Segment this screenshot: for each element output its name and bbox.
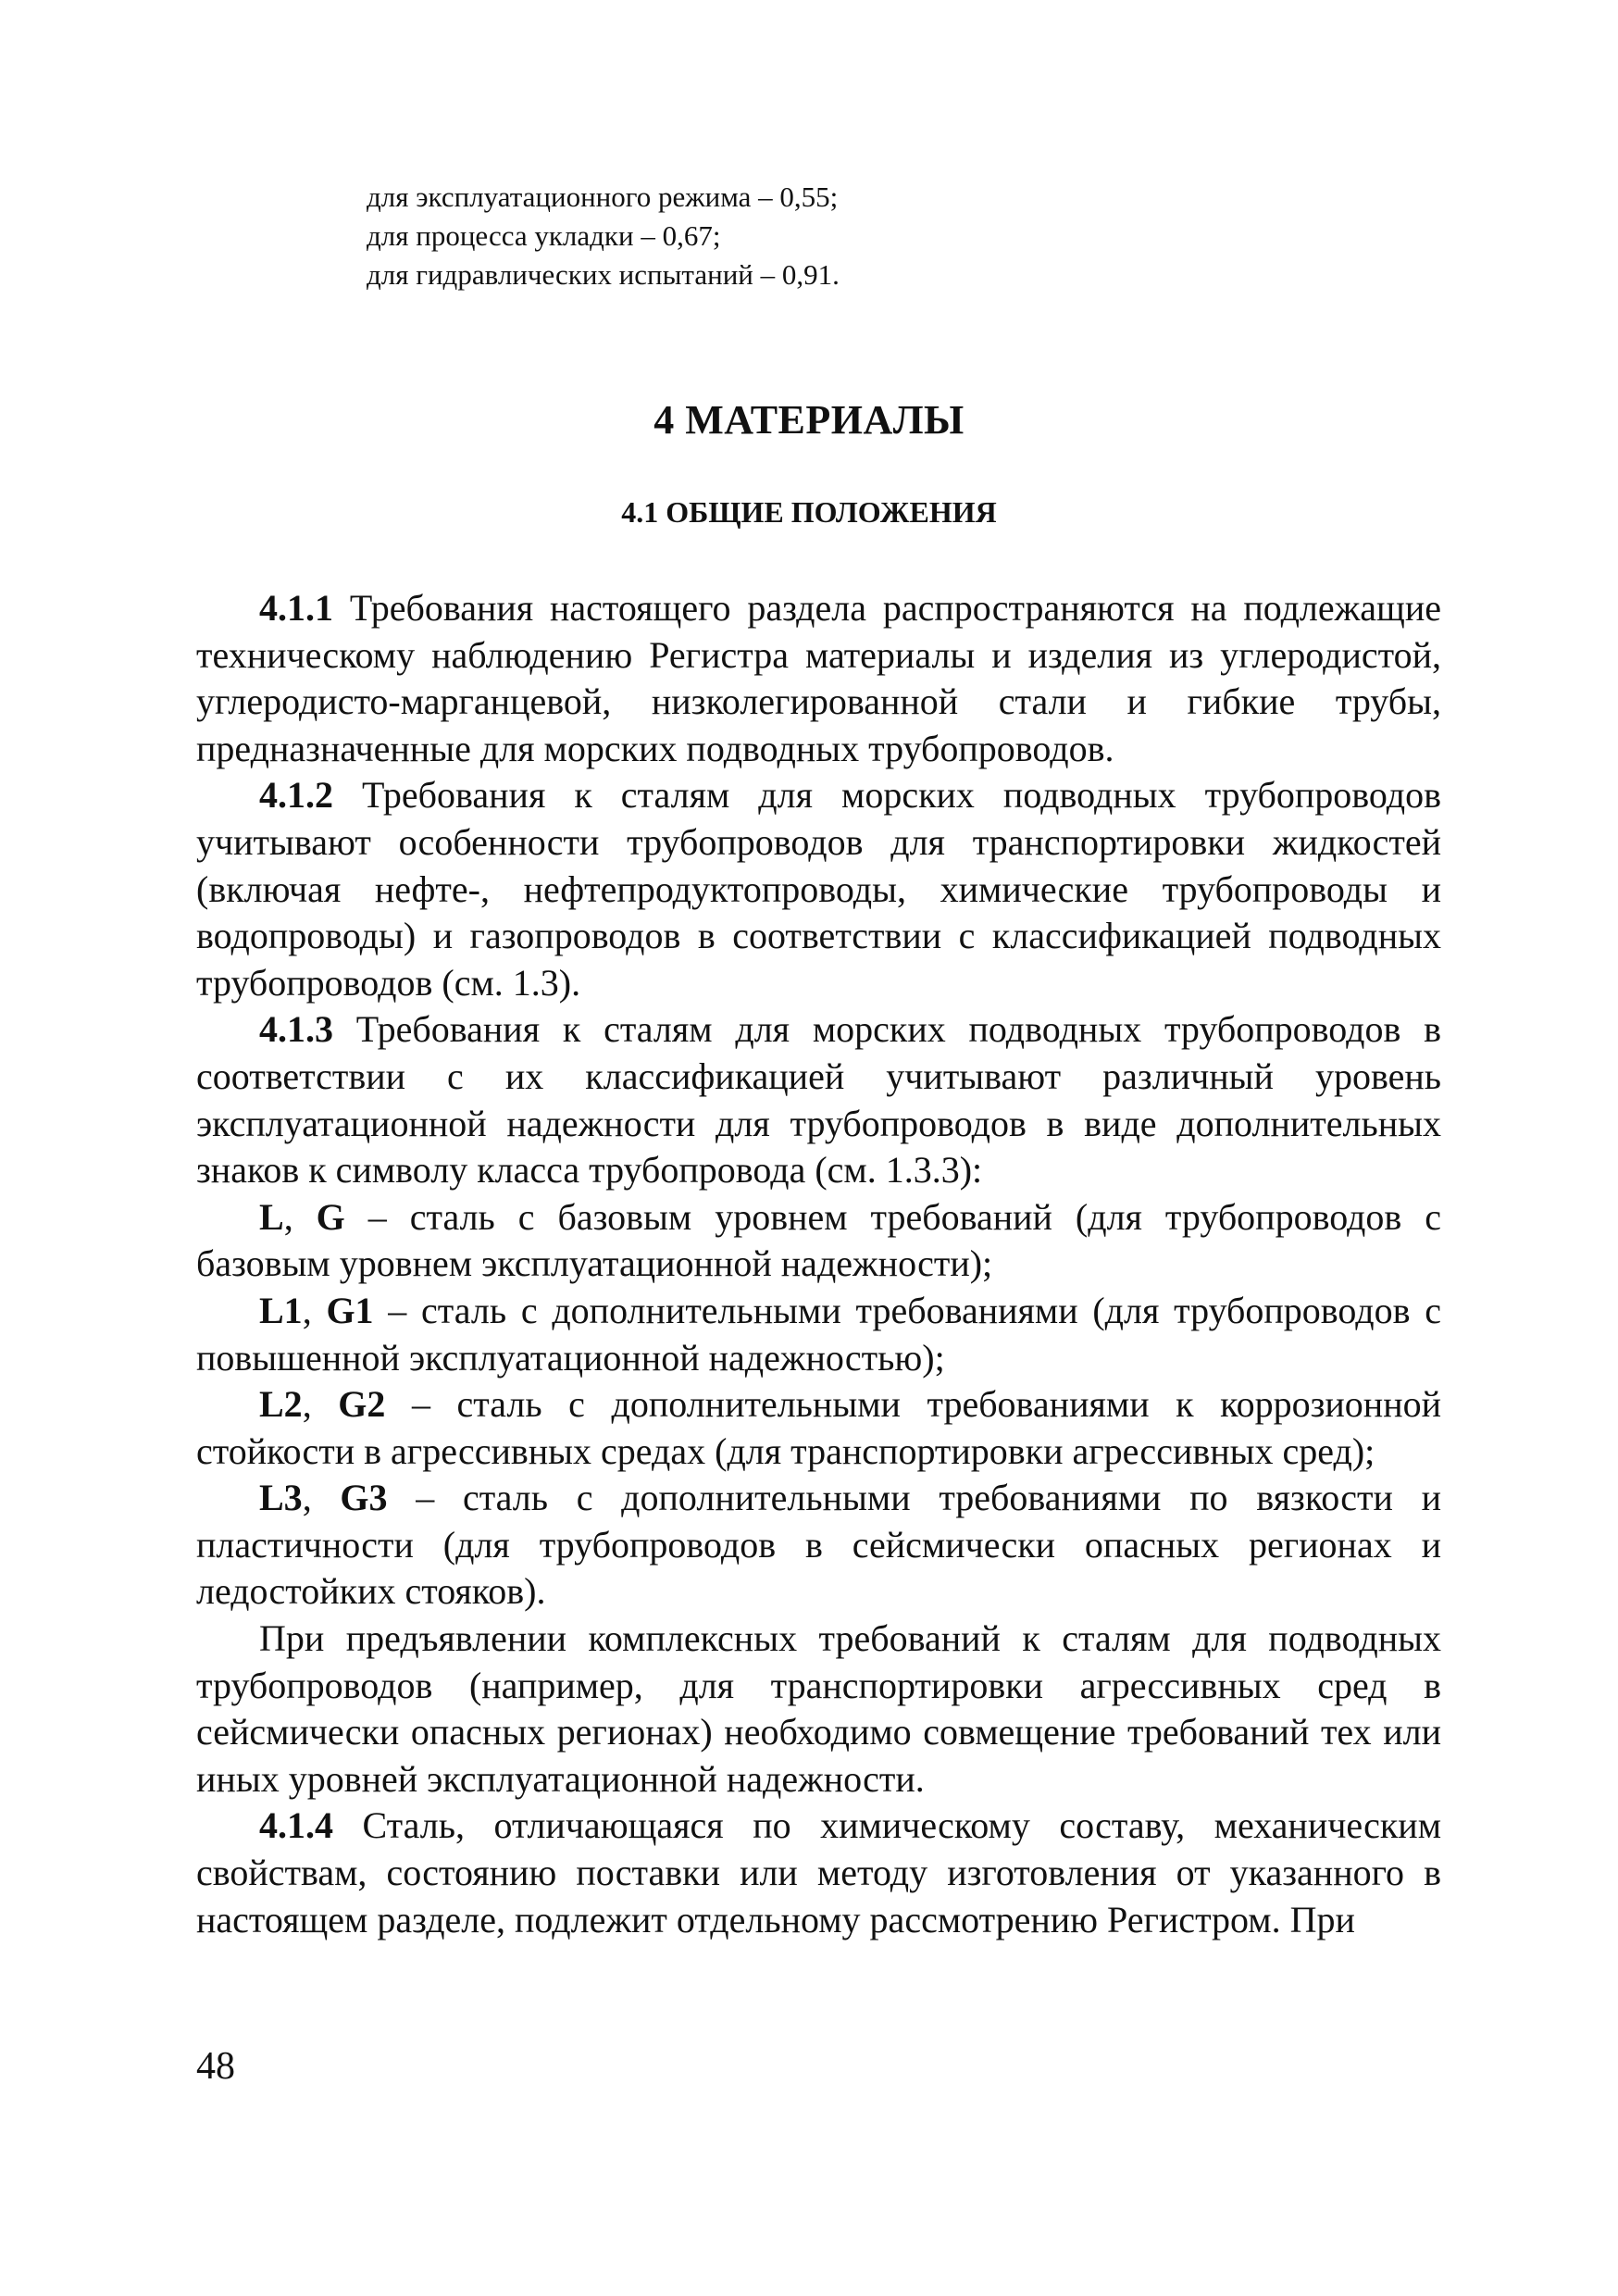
paragraph-text: – сталь с дополнительными требованиями по вязкости и пластичности (для трубопроводов в сейсмически опасных регионах и ледостойких стояков). <box>196 1477 1441 1613</box>
paragraph-text: При предъявлении комплексных требований к сталям для подводных трубопроводов (например, для транспортировки агрессивных сред в сейсмически опасных регионах) необходимо совмещение требований тех или иных уровней эксплуатационной надежности. <box>196 1617 1441 1800</box>
paragraph-text: Сталь, отличающаяся по химическому составу, механическим свойствам, состоянию поставки или методу изготовления от указанного в настоящем разделе, подлежит отдельному рассмотрению Регистром. При <box>196 1804 1441 1940</box>
separator: , <box>283 1195 317 1238</box>
paragraph-class-l1-g1 <box>196 1288 1441 1381</box>
paragraph-4-1-3 <box>196 1006 1441 1193</box>
factor-list-item: для гидравлических испытаний – 0,91. <box>367 258 840 291</box>
separator: , <box>302 1477 341 1519</box>
paragraph-text: – сталь с базовым уровнем требований (для трубопроводов с базовым уровнем эксплуатационной надежности); <box>196 1195 1442 1285</box>
clause-number: 4.1.4 <box>259 1804 333 1847</box>
factor-list-item: для эксплуатационного режима – 0,55; <box>367 181 839 213</box>
factor-list-item: для процесса укладки – 0,67; <box>367 219 721 252</box>
page-number: 48 <box>196 2045 235 2088</box>
paragraph-text: – сталь с дополнительными требованиями (для трубопроводов с повышенной эксплуатационной надежностью); <box>196 1289 1442 1379</box>
paragraph-text: Требования настоящего раздела распространяются на подлежащие техническому наблюдению Регистра материалы и изделия из углеродистой, углеродисто-марганцевой, низколегированной стали и гибкие трубы, предназначенные для морских подводных трубопроводов. <box>196 587 1441 769</box>
class-symbol: L <box>259 1195 284 1238</box>
paragraph-complex-requirements <box>196 1616 1441 1803</box>
paragraph-text: Требования к сталям для морских подводных трубопроводов в соответствии с их классификацией учитывают различный уровень эксплуатационной надежности для трубопроводов в виде дополнительных знаков к символу класса трубопровода (см. 1.3.3): <box>196 1008 1441 1192</box>
clause-number: 4.1.2 <box>259 774 333 817</box>
clause-number: 4.1.1 <box>259 587 333 629</box>
paragraph-class-l3-g3 <box>196 1475 1441 1616</box>
section-title: 4.1 ОБЩИЕ ПОЛОЖЕНИЯ <box>621 495 997 529</box>
class-symbol: G1 <box>326 1289 374 1331</box>
paragraph-text: Требования к сталям для морских подводных трубопроводов учитывают особенности трубопроводов для транспортировки жидкостей (включая нефте-, нефтепродуктопроводы, химические трубопроводы и водопроводы) и газопроводов в соответствии с классификацией подводных трубопроводов (см. 1.3). <box>196 774 1441 1004</box>
class-symbol: G3 <box>340 1477 388 1519</box>
body-text <box>196 585 1441 1943</box>
class-symbol: G <box>316 1195 345 1238</box>
factor-list <box>367 178 1107 294</box>
class-symbol: G2 <box>338 1383 386 1426</box>
class-symbol: L2 <box>259 1383 303 1426</box>
class-symbol: L3 <box>259 1477 303 1519</box>
paragraph-4-1-4 <box>196 1803 1441 1943</box>
paragraph-class-l2-g2 <box>196 1381 1441 1475</box>
paragraph-text: – сталь с дополнительными требованиями к коррозионной стойкости в агрессивных средах (для транспортировки агрессивных сред); <box>196 1383 1442 1472</box>
chapter-title: 4 МАТЕРИАЛЫ <box>653 397 965 443</box>
paragraph-4-1-1 <box>196 585 1441 772</box>
class-symbol: L1 <box>259 1289 303 1331</box>
paragraph-class-l-g <box>196 1194 1441 1288</box>
separator: , <box>302 1289 327 1331</box>
paragraph-4-1-2 <box>196 772 1441 1006</box>
separator: , <box>302 1383 339 1426</box>
clause-number: 4.1.3 <box>259 1008 333 1051</box>
